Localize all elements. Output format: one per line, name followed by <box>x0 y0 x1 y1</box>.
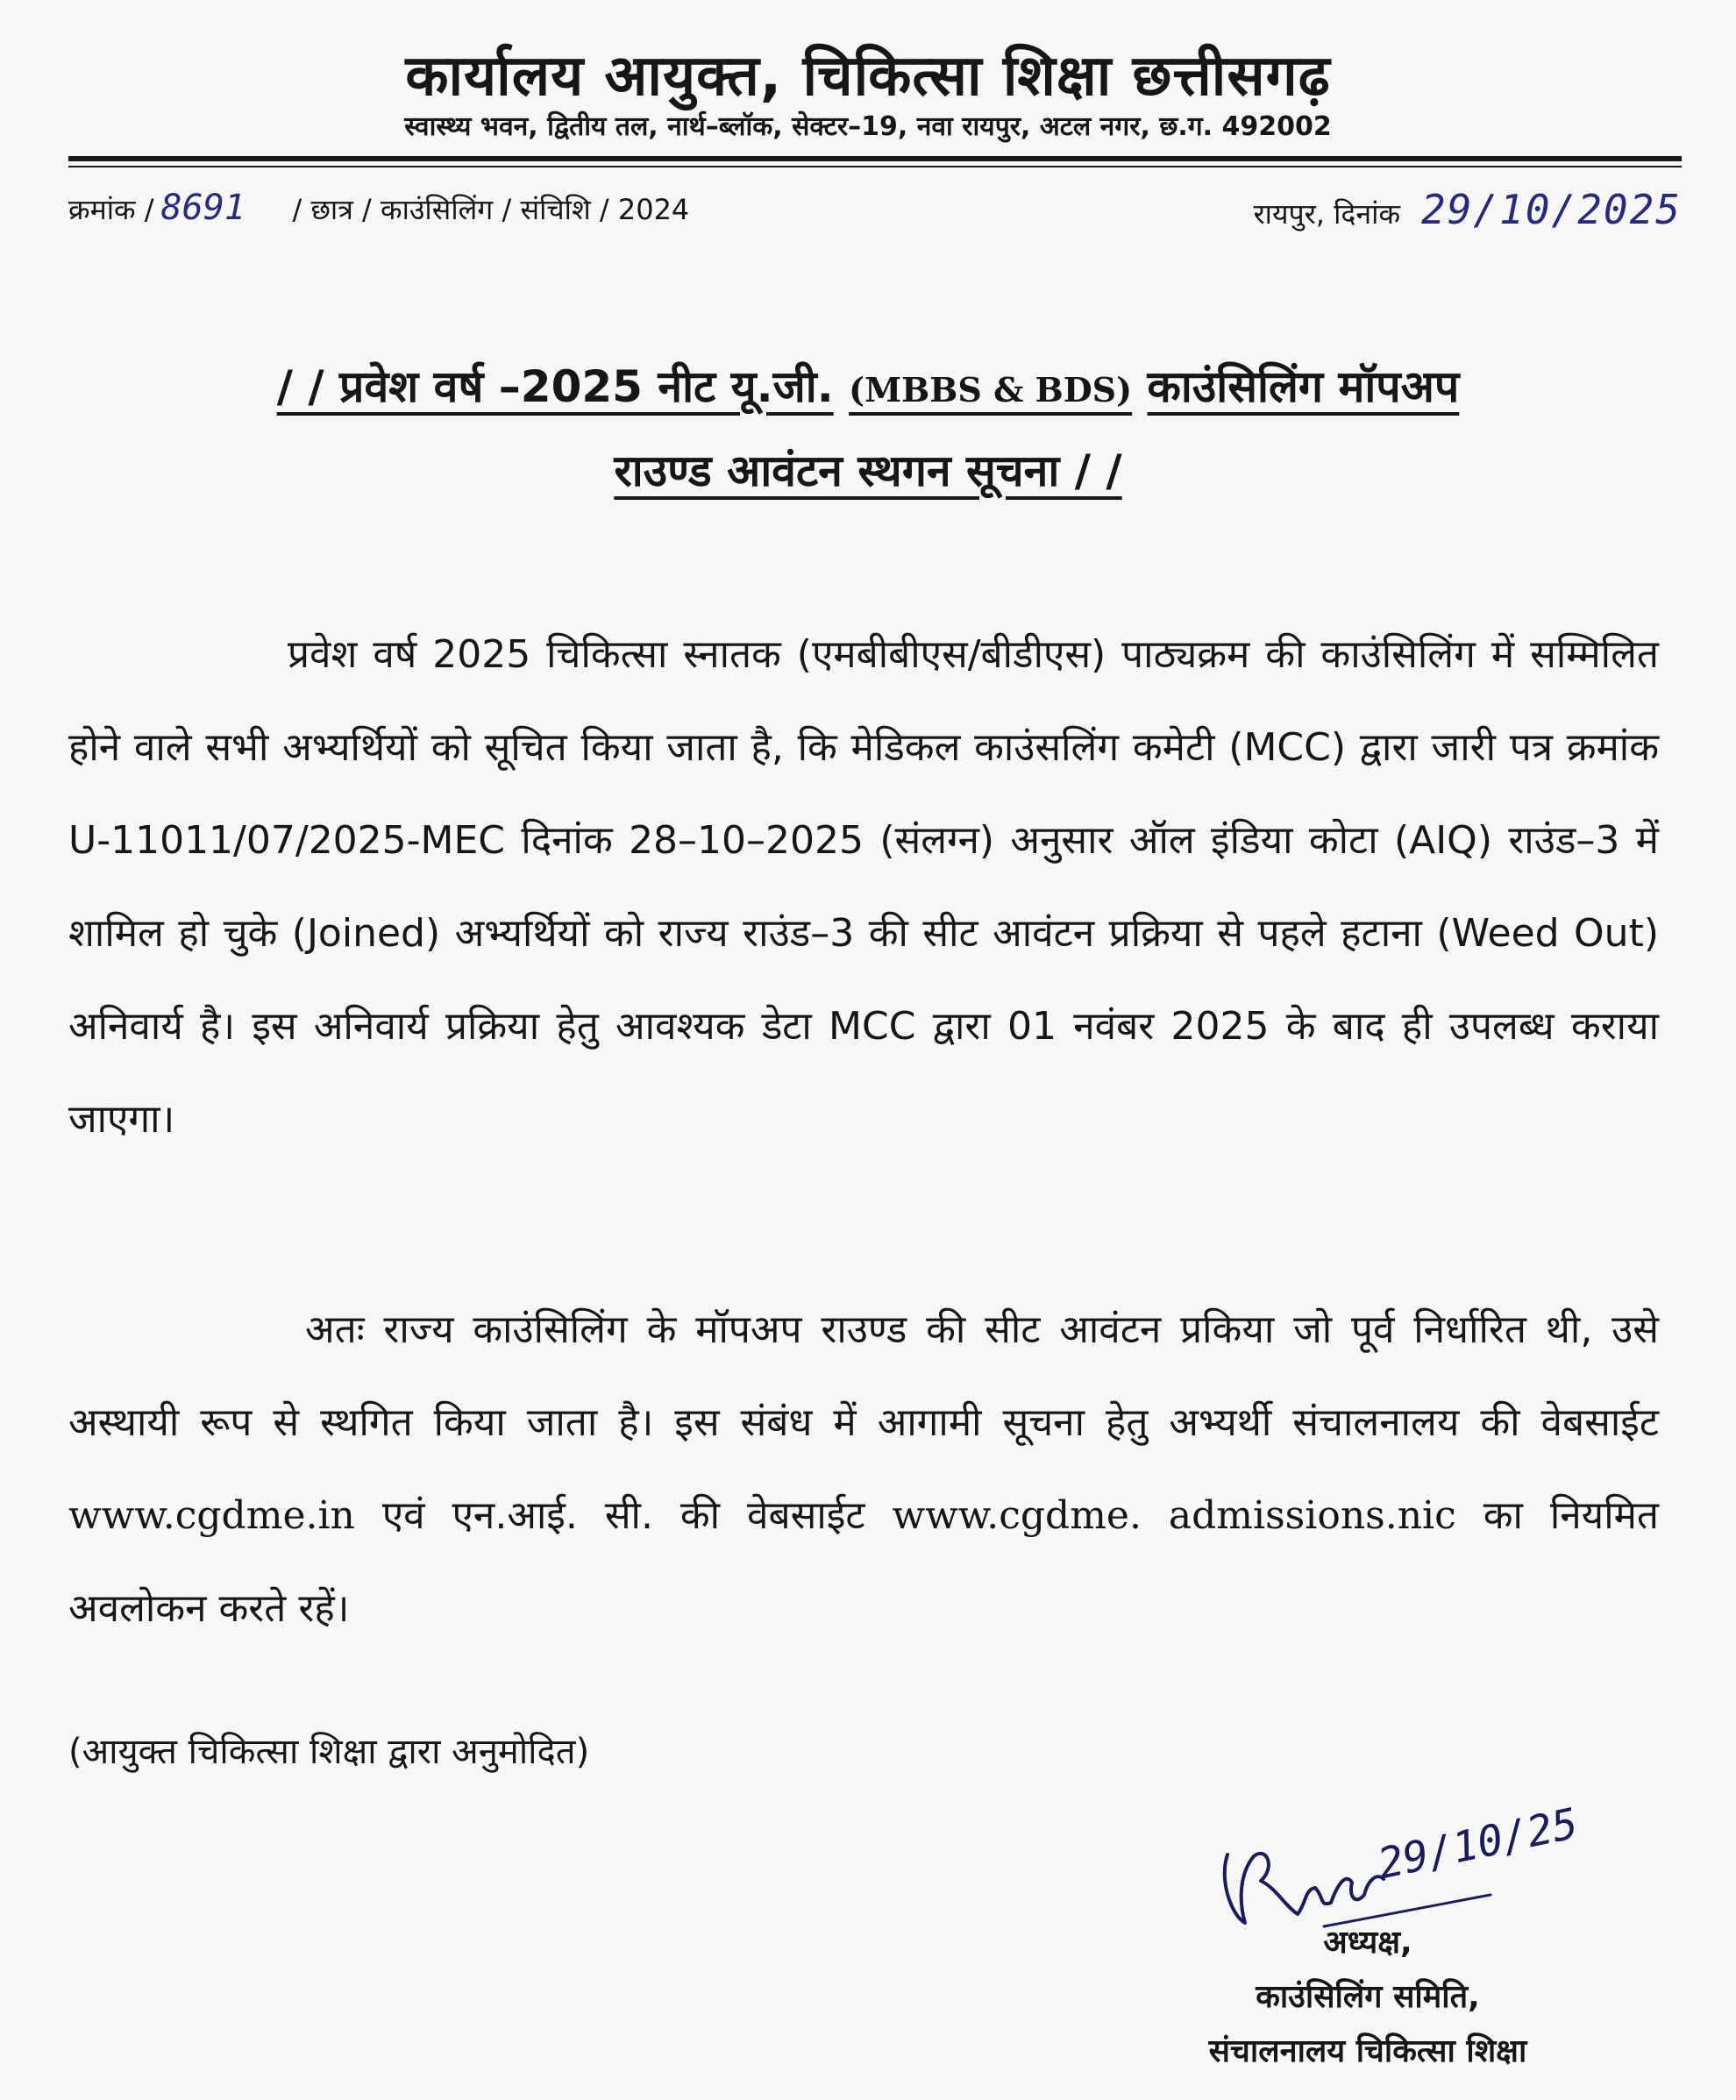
signatory-designation: अध्यक्ष, <box>1323 1925 1412 1961</box>
subject-course: (MBBS & BDS) <box>849 370 1133 409</box>
reference-number: 8691 <box>160 188 245 228</box>
subject-heading <box>0 346 1736 511</box>
body-paragraph-2 <box>68 1284 1659 1655</box>
subject-part-2: काउंसिलिंग मॉपअप <box>1147 361 1460 412</box>
office-title: कार्यालय आयुक्त, चिकित्सा शिक्षा छत्तीसगढ़ <box>405 44 1331 109</box>
body-paragraph-1 <box>68 609 1659 1166</box>
signature-date: 29/10/25 <box>1373 1798 1583 1890</box>
reference-suffix: / छात्र / काउंसिलिंग / संचिशि / 2024 <box>292 193 690 226</box>
signatory-block <box>1122 1916 1613 2079</box>
place-date-block <box>1254 186 1682 233</box>
subject-part-3: राउण्ड आवंटन स्थगन सूचना / / <box>614 445 1122 496</box>
reference-label: क्रमांक / <box>68 193 154 226</box>
header-divider-thin <box>68 166 1682 167</box>
subject-part-1: / / प्रवेश वर्ष –2025 नीट यू.जी. <box>276 361 834 412</box>
paragraph-1-text: प्रवेश वर्ष 2025 चिकित्सा स्नातक (एमबीबीएस/बीडीएस) पाठ्यक्रम की काउंसिलिंग में सम्मिलित होने वाले सभी अभ्यर्थियों को सूचित किया जाता है, कि मेडिकल काउंसलिंग कमेटी (MCC) द्वारा जारी पत्र क्रमांक U-11011/07/2025-MEC दिनांक 28–10–2025 (संलग्न) अनुसार ऑल इंडिया कोटा (AIQ) राउंड–3 में शामिल हो चुके (Joined) अभ्यर्थियों को राज्य राउंड–3 की सीट आवंटन प्रक्रिया से पहले हटाना (Weed Out) अनिवार्य है। इस अनिवार्य प्रक्रिया हेतु आवश्यक डेटा MCC द्वारा 01 नवंबर 2025 के बाद ही उपलब्ध कराया जाएगा। <box>68 632 1659 1142</box>
approval-note: (आयुक्त चिकित्सा शिक्षा द्वारा अनुमोदित) <box>68 1732 590 1772</box>
paragraph-2-part-1: अतः राज्य काउंसिलिंग के मॉपअप राउण्ड की सीट आवंटन प्रकिया जो पूर्व निर्धारित थी, उसे अस्थायी रूप से स्थगित किया जाता है। इस संबंध में आगामी सूचना हेतु अभ्यर्थी संचालनालय की वेबसाईट <box>68 1307 1659 1445</box>
office-address: स्वास्थ्य भवन, द्वितीय तल, नार्थ–ब्लॉक, सेक्टर–19, नवा रायपुर, अटल नगर, छ.ग. 492002 <box>404 111 1332 142</box>
reference-number-block <box>68 188 689 228</box>
place-date-label: रायपुर, दिनांक <box>1253 197 1401 231</box>
issue-date: 29/10/2025 <box>1421 186 1682 233</box>
subject-line-1 <box>0 346 1736 431</box>
website-link-cgdme: www.cgdme.in <box>68 1493 355 1538</box>
reference-line <box>68 179 1682 231</box>
signatory-committee: काउंसिलिंग समिति, <box>1256 1979 1480 2015</box>
paragraph-2-part-3: का नियमित अवलोकन करते रहें। <box>68 1493 1659 1631</box>
signatory-directorate: संचालनालय चिकित्सा शिक्षा <box>1208 2033 1527 2069</box>
paragraph-2-text <box>68 1284 1659 1655</box>
paragraph-2-part-2: एवं एन.आई. सी. की वेबसाईट <box>381 1493 865 1538</box>
website-link-nic: www.cgdme. admissions.nic <box>892 1493 1456 1538</box>
header-divider <box>68 156 1682 161</box>
subject-line-2 <box>0 431 1736 511</box>
